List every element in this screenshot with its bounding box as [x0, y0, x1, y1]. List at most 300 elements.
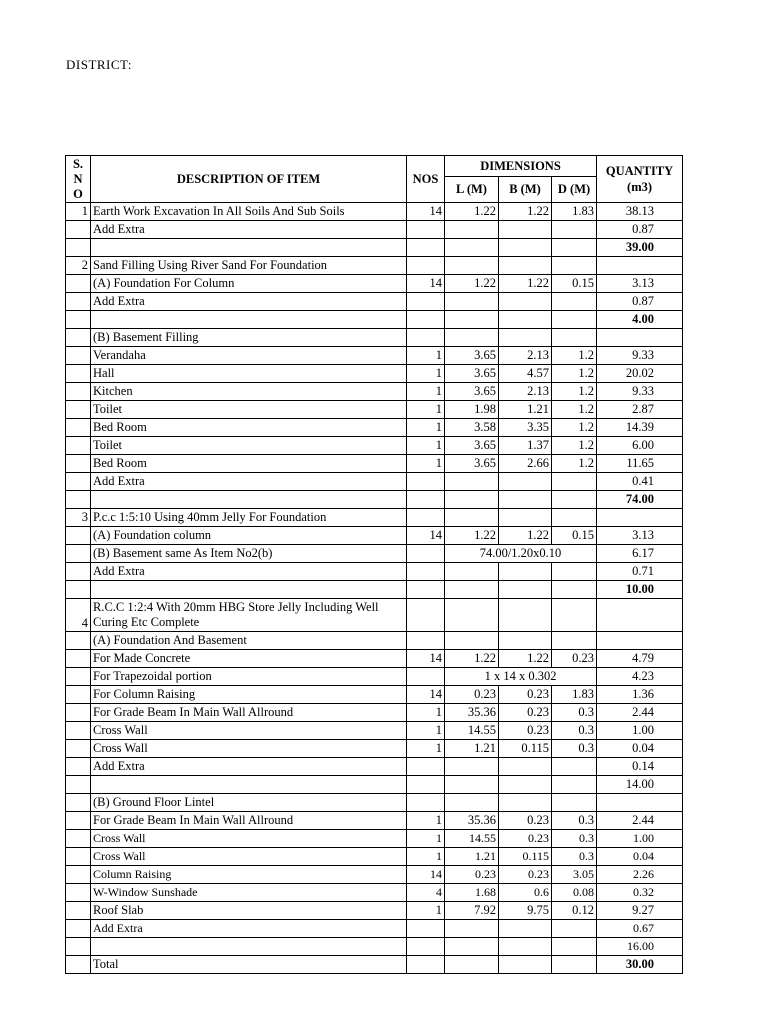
cell-quantity: 0.71 [597, 563, 683, 581]
header-description: DESCRIPTION OF ITEM [91, 156, 407, 203]
cell-sno [66, 884, 91, 902]
cell-sno [66, 740, 91, 758]
cell-depth [552, 920, 597, 938]
cell-breadth: 0.23 [499, 722, 552, 740]
table-body [66, 203, 683, 974]
cell-sno [66, 704, 91, 722]
cell-description: For Column Raising [91, 686, 407, 704]
cell-length: 14.55 [445, 722, 499, 740]
cell-nos [407, 668, 445, 686]
cell-length: 7.92 [445, 902, 499, 920]
cell-quantity: 14.39 [597, 419, 683, 437]
table-row [66, 938, 683, 956]
cell-depth [552, 329, 597, 347]
header-nos: NOS [407, 156, 445, 203]
cell-sno [66, 902, 91, 920]
table-row [66, 740, 683, 758]
cell-length: 3.65 [445, 455, 499, 473]
cell-description: Kitchen [91, 383, 407, 401]
cell-nos [407, 221, 445, 239]
cell-sno [66, 632, 91, 650]
cell-description [91, 311, 407, 329]
cell-nos [407, 956, 445, 974]
cell-breadth [499, 239, 552, 257]
cell-nos [407, 257, 445, 275]
cell-quantity: 20.02 [597, 365, 683, 383]
cell-length: 1.22 [445, 275, 499, 293]
cell-sno [66, 758, 91, 776]
cell-depth: 1.2 [552, 347, 597, 365]
cell-description: Verandaha [91, 347, 407, 365]
cell-sno [66, 866, 91, 884]
cell-sno [66, 938, 91, 956]
cell-description [91, 776, 407, 794]
cell-quantity [597, 257, 683, 275]
cell-depth [552, 599, 597, 632]
cell-depth [552, 221, 597, 239]
cell-depth [552, 491, 597, 509]
cell-nos: 14 [407, 650, 445, 668]
cell-description: (B) Basement Filling [91, 329, 407, 347]
cell-quantity: 3.13 [597, 275, 683, 293]
cell-nos: 14 [407, 866, 445, 884]
cell-length: 35.36 [445, 704, 499, 722]
cell-length: 1.22 [445, 527, 499, 545]
cell-breadth: 1.37 [499, 437, 552, 455]
cell-breadth: 4.57 [499, 365, 552, 383]
cell-description: R.C.C 1:2:4 With 20mm HBG Store Jelly Including Well Curing Etc Complete [91, 599, 407, 632]
cell-quantity: 1.00 [597, 830, 683, 848]
cell-length [445, 563, 499, 581]
cell-nos: 1 [407, 740, 445, 758]
cell-quantity: 3.13 [597, 527, 683, 545]
cell-nos: 1 [407, 812, 445, 830]
cell-length [445, 581, 499, 599]
cell-depth [552, 509, 597, 527]
cell-dimensions: 1 x 14 x 0.302 [445, 668, 597, 686]
header-length: L (M) [445, 177, 499, 203]
cell-description [91, 938, 407, 956]
header-dimensions: DIMENSIONS [445, 156, 597, 177]
cell-sno [66, 419, 91, 437]
cell-breadth [499, 311, 552, 329]
cell-description: Cross Wall [91, 722, 407, 740]
cell-sno [66, 473, 91, 491]
cell-sno [66, 383, 91, 401]
table-row [66, 776, 683, 794]
district-heading: DISTRICT: [66, 58, 132, 70]
cell-breadth: 9.75 [499, 902, 552, 920]
cell-quantity: 2.87 [597, 401, 683, 419]
cell-breadth: 1.22 [499, 650, 552, 668]
table-row [66, 704, 683, 722]
cell-sno [66, 221, 91, 239]
cell-length: 3.58 [445, 419, 499, 437]
table-row [66, 401, 683, 419]
cell-nos: 1 [407, 722, 445, 740]
cell-nos [407, 509, 445, 527]
cell-sno [66, 275, 91, 293]
cell-sno [66, 239, 91, 257]
cell-description: For Grade Beam In Main Wall Allround [91, 812, 407, 830]
cell-length: 1.21 [445, 740, 499, 758]
cell-nos: 14 [407, 686, 445, 704]
table-row [66, 563, 683, 581]
table-row [66, 257, 683, 275]
cell-breadth [499, 473, 552, 491]
cell-description: Add Extra [91, 563, 407, 581]
cell-sno: 1 [66, 203, 91, 221]
cell-quantity: 0.67 [597, 920, 683, 938]
cell-description: P.c.c 1:5:10 Using 40mm Jelly For Foundation [91, 509, 407, 527]
cell-quantity: 0.04 [597, 848, 683, 866]
table-row [66, 527, 683, 545]
cell-quantity: 14.00 [597, 776, 683, 794]
cell-sno [66, 527, 91, 545]
cell-description: Sand Filling Using River Sand For Foundation [91, 257, 407, 275]
table-row [66, 239, 683, 257]
cell-description: Hall [91, 365, 407, 383]
cell-sno [66, 920, 91, 938]
cell-sno [66, 437, 91, 455]
table-row [66, 830, 683, 848]
cell-quantity: 10.00 [597, 581, 683, 599]
cell-description [91, 239, 407, 257]
cell-nos: 1 [407, 704, 445, 722]
cell-depth [552, 563, 597, 581]
cell-depth: 0.3 [552, 722, 597, 740]
cell-depth [552, 776, 597, 794]
cell-length [445, 221, 499, 239]
cell-breadth [499, 293, 552, 311]
cell-depth [552, 293, 597, 311]
cell-nos: 1 [407, 848, 445, 866]
cell-length [445, 509, 499, 527]
cell-length [445, 794, 499, 812]
cell-breadth: 0.23 [499, 704, 552, 722]
table-row [66, 866, 683, 884]
cell-breadth: 1.22 [499, 527, 552, 545]
cell-quantity: 9.27 [597, 902, 683, 920]
cell-breadth [499, 920, 552, 938]
cell-quantity [597, 632, 683, 650]
cell-depth [552, 938, 597, 956]
cell-description: For Made Concrete [91, 650, 407, 668]
table-row [66, 455, 683, 473]
cell-sno [66, 491, 91, 509]
cell-quantity: 2.26 [597, 866, 683, 884]
table-row [66, 599, 683, 632]
cell-depth [552, 239, 597, 257]
cell-nos: 1 [407, 401, 445, 419]
table-row [66, 509, 683, 527]
cell-breadth: 0.23 [499, 866, 552, 884]
cell-nos [407, 311, 445, 329]
cell-length [445, 599, 499, 632]
cell-nos: 14 [407, 527, 445, 545]
cell-nos: 1 [407, 419, 445, 437]
cell-length: 3.65 [445, 365, 499, 383]
table-row [66, 437, 683, 455]
table-row [66, 311, 683, 329]
cell-length [445, 776, 499, 794]
cell-quantity: 9.33 [597, 383, 683, 401]
cell-depth [552, 956, 597, 974]
cell-breadth: 1.22 [499, 275, 552, 293]
cell-length [445, 329, 499, 347]
cell-breadth: 2.66 [499, 455, 552, 473]
cell-nos [407, 938, 445, 956]
cell-length: 1.68 [445, 884, 499, 902]
cell-quantity: 0.32 [597, 884, 683, 902]
cell-quantity: 0.41 [597, 473, 683, 491]
cell-breadth: 0.23 [499, 830, 552, 848]
cell-quantity: 1.00 [597, 722, 683, 740]
cell-description: For Trapezoidal portion [91, 668, 407, 686]
cell-depth: 1.83 [552, 686, 597, 704]
cell-length: 35.36 [445, 812, 499, 830]
cell-breadth [499, 491, 552, 509]
table-row [66, 293, 683, 311]
cell-description: Column Raising [91, 866, 407, 884]
table-row [66, 884, 683, 902]
cell-depth: 0.3 [552, 740, 597, 758]
cell-nos [407, 563, 445, 581]
cell-depth [552, 257, 597, 275]
cell-sno [66, 455, 91, 473]
cell-description: Add Extra [91, 221, 407, 239]
cell-nos [407, 545, 445, 563]
cell-nos: 14 [407, 203, 445, 221]
cell-breadth [499, 794, 552, 812]
table-row [66, 794, 683, 812]
cell-breadth: 2.13 [499, 383, 552, 401]
table-row [66, 581, 683, 599]
cell-breadth: 0.115 [499, 740, 552, 758]
header-quantity: QUANTITY (m3) [597, 156, 683, 203]
cell-description: Bed Room [91, 455, 407, 473]
cell-nos: 1 [407, 365, 445, 383]
cell-sno [66, 329, 91, 347]
table-row [66, 473, 683, 491]
cell-description: Cross Wall [91, 740, 407, 758]
cell-sno [66, 830, 91, 848]
cell-quantity: 0.14 [597, 758, 683, 776]
cell-sno [66, 668, 91, 686]
cell-depth: 1.83 [552, 203, 597, 221]
cell-quantity: 0.87 [597, 293, 683, 311]
cell-length [445, 491, 499, 509]
cell-nos [407, 473, 445, 491]
table-row [66, 491, 683, 509]
cell-quantity: 30.00 [597, 956, 683, 974]
quantity-estimate-table [65, 155, 683, 974]
cell-breadth: 1.21 [499, 401, 552, 419]
header-breadth: B (M) [499, 177, 552, 203]
table-row [66, 632, 683, 650]
table-row [66, 650, 683, 668]
cell-description: Earth Work Excavation In All Soils And Sub Soils [91, 203, 407, 221]
cell-breadth: 3.35 [499, 419, 552, 437]
cell-description: Add Extra [91, 293, 407, 311]
cell-length [445, 311, 499, 329]
cell-quantity [597, 794, 683, 812]
cell-description: Toilet [91, 437, 407, 455]
cell-breadth [499, 329, 552, 347]
cell-description: W-Window Sunshade [91, 884, 407, 902]
table-row [66, 686, 683, 704]
table-row [66, 758, 683, 776]
table-row [66, 812, 683, 830]
table-row [66, 419, 683, 437]
cell-sno [66, 563, 91, 581]
cell-quantity [597, 599, 683, 632]
cell-depth: 1.2 [552, 401, 597, 419]
cell-sno: 3 [66, 509, 91, 527]
table-row [66, 956, 683, 974]
cell-quantity: 38.13 [597, 203, 683, 221]
cell-breadth [499, 221, 552, 239]
cell-depth: 1.2 [552, 419, 597, 437]
cell-depth [552, 581, 597, 599]
cell-quantity: 6.17 [597, 545, 683, 563]
cell-sno [66, 722, 91, 740]
cell-quantity: 11.65 [597, 455, 683, 473]
cell-sno [66, 365, 91, 383]
cell-quantity: 4.23 [597, 668, 683, 686]
table-row [66, 383, 683, 401]
cell-description: Cross Wall [91, 848, 407, 866]
cell-breadth: 0.23 [499, 812, 552, 830]
cell-quantity: 39.00 [597, 239, 683, 257]
cell-description: Add Extra [91, 920, 407, 938]
cell-breadth: 0.115 [499, 848, 552, 866]
cell-quantity: 0.87 [597, 221, 683, 239]
cell-sno [66, 650, 91, 668]
cell-description: (B) Ground Floor Lintel [91, 794, 407, 812]
cell-description: Total [91, 956, 407, 974]
cell-depth: 0.15 [552, 527, 597, 545]
cell-depth: 0.23 [552, 650, 597, 668]
cell-quantity: 6.00 [597, 437, 683, 455]
cell-quantity: 74.00 [597, 491, 683, 509]
cell-breadth: 1.22 [499, 203, 552, 221]
cell-depth: 0.3 [552, 704, 597, 722]
table-row [66, 545, 683, 563]
cell-length [445, 920, 499, 938]
cell-description: For Grade Beam In Main Wall Allround [91, 704, 407, 722]
cell-nos [407, 491, 445, 509]
cell-depth: 1.2 [552, 365, 597, 383]
table-row [66, 275, 683, 293]
cell-quantity: 1.36 [597, 686, 683, 704]
cell-sno: 4 [66, 599, 91, 632]
cell-depth: 0.3 [552, 812, 597, 830]
cell-nos [407, 920, 445, 938]
cell-description: Toilet [91, 401, 407, 419]
cell-depth: 1.2 [552, 455, 597, 473]
cell-depth: 1.2 [552, 383, 597, 401]
cell-depth [552, 794, 597, 812]
cell-length [445, 758, 499, 776]
cell-sno [66, 956, 91, 974]
cell-nos: 1 [407, 455, 445, 473]
cell-nos: 1 [407, 347, 445, 365]
cell-breadth: 2.13 [499, 347, 552, 365]
cell-length: 0.23 [445, 686, 499, 704]
cell-nos [407, 599, 445, 632]
cell-length [445, 257, 499, 275]
table-row [66, 329, 683, 347]
cell-depth [552, 758, 597, 776]
cell-description: (A) Foundation And Basement [91, 632, 407, 650]
cell-length: 3.65 [445, 383, 499, 401]
cell-sno [66, 347, 91, 365]
cell-description [91, 581, 407, 599]
cell-nos: 1 [407, 383, 445, 401]
cell-description: Add Extra [91, 758, 407, 776]
cell-depth: 0.3 [552, 830, 597, 848]
cell-description: (A) Foundation For Column [91, 275, 407, 293]
cell-sno [66, 686, 91, 704]
cell-depth: 0.3 [552, 848, 597, 866]
header-depth: D (M) [552, 177, 597, 203]
cell-quantity: 2.44 [597, 812, 683, 830]
cell-length: 1.98 [445, 401, 499, 419]
cell-depth: 3.05 [552, 866, 597, 884]
cell-length: 3.65 [445, 437, 499, 455]
cell-description: Roof Slab [91, 902, 407, 920]
table-row [66, 668, 683, 686]
table-row [66, 848, 683, 866]
cell-nos [407, 632, 445, 650]
cell-nos [407, 293, 445, 311]
cell-description: Add Extra [91, 473, 407, 491]
cell-length [445, 632, 499, 650]
cell-depth [552, 473, 597, 491]
cell-description: (A) Foundation column [91, 527, 407, 545]
table-row [66, 221, 683, 239]
cell-depth [552, 311, 597, 329]
cell-length: 3.65 [445, 347, 499, 365]
cell-depth: 0.15 [552, 275, 597, 293]
cell-length [445, 239, 499, 257]
cell-sno [66, 794, 91, 812]
cell-description: Cross Wall [91, 830, 407, 848]
cell-sno [66, 581, 91, 599]
cell-description [91, 491, 407, 509]
table-row [66, 722, 683, 740]
cell-length: 14.55 [445, 830, 499, 848]
cell-sno [66, 311, 91, 329]
cell-length [445, 956, 499, 974]
cell-quantity: 2.44 [597, 704, 683, 722]
cell-quantity: 16.00 [597, 938, 683, 956]
cell-nos: 1 [407, 437, 445, 455]
cell-breadth: 0.23 [499, 686, 552, 704]
cell-nos: 1 [407, 830, 445, 848]
cell-breadth [499, 938, 552, 956]
cell-nos [407, 758, 445, 776]
cell-quantity: 4.79 [597, 650, 683, 668]
cell-length [445, 938, 499, 956]
cell-breadth: 0.6 [499, 884, 552, 902]
cell-quantity: 9.33 [597, 347, 683, 365]
cell-sno [66, 776, 91, 794]
cell-nos [407, 776, 445, 794]
cell-depth: 1.2 [552, 437, 597, 455]
table-row [66, 347, 683, 365]
